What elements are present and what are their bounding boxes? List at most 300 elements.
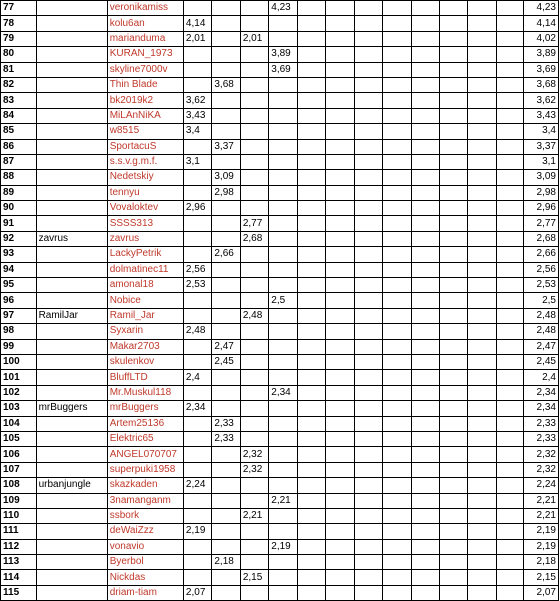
score-cell[interactable] [354, 247, 382, 262]
score-cell[interactable] [183, 216, 211, 231]
score-cell[interactable]: 2,56 [183, 262, 211, 277]
score-cell[interactable] [326, 216, 354, 231]
score-cell[interactable] [212, 31, 240, 46]
score-cell[interactable] [496, 493, 523, 508]
score-cell[interactable] [354, 354, 382, 369]
score-cell[interactable] [383, 570, 411, 585]
score-cell[interactable] [326, 262, 354, 277]
score-cell[interactable] [212, 154, 240, 169]
rank-cell[interactable]: 105 [1, 431, 37, 446]
score-cell[interactable] [468, 262, 496, 277]
nickname-cell[interactable] [36, 462, 107, 477]
score-cell[interactable] [354, 154, 382, 169]
score-cell[interactable] [326, 570, 354, 585]
score-cell[interactable] [269, 108, 297, 123]
score-cell[interactable] [440, 431, 468, 446]
score-cell[interactable] [440, 231, 468, 246]
total-cell[interactable]: 2,34 [524, 385, 559, 400]
rank-cell[interactable]: 103 [1, 401, 37, 416]
player-name-cell[interactable]: Makar2703 [107, 339, 183, 354]
score-cell[interactable] [496, 370, 523, 385]
score-cell[interactable] [240, 77, 268, 92]
score-cell[interactable]: 2,07 [183, 585, 211, 600]
score-cell[interactable] [383, 31, 411, 46]
score-cell[interactable] [468, 231, 496, 246]
score-cell[interactable] [411, 555, 439, 570]
score-cell[interactable] [297, 108, 325, 123]
score-cell[interactable] [326, 278, 354, 293]
score-cell[interactable] [297, 185, 325, 200]
score-cell[interactable]: 3,37 [212, 139, 240, 154]
score-cell[interactable] [496, 16, 523, 31]
score-cell[interactable] [212, 370, 240, 385]
score-cell[interactable] [240, 139, 268, 154]
score-cell[interactable] [240, 385, 268, 400]
score-cell[interactable] [326, 185, 354, 200]
score-cell[interactable] [240, 555, 268, 570]
player-name-cell[interactable]: Vovaloktev [107, 201, 183, 216]
score-cell[interactable] [326, 324, 354, 339]
score-cell[interactable] [383, 139, 411, 154]
total-cell[interactable]: 2,07 [524, 585, 559, 600]
score-cell[interactable]: 2,32 [240, 447, 268, 462]
score-cell[interactable] [468, 370, 496, 385]
score-cell[interactable] [297, 154, 325, 169]
score-cell[interactable] [496, 201, 523, 216]
score-cell[interactable] [383, 185, 411, 200]
score-cell[interactable] [496, 77, 523, 92]
rank-cell[interactable]: 94 [1, 262, 37, 277]
score-cell[interactable] [383, 478, 411, 493]
score-cell[interactable] [383, 154, 411, 169]
score-cell[interactable] [183, 293, 211, 308]
score-cell[interactable] [354, 201, 382, 216]
total-cell[interactable]: 2,68 [524, 231, 559, 246]
score-cell[interactable] [383, 555, 411, 570]
score-cell[interactable] [383, 62, 411, 77]
score-cell[interactable] [411, 47, 439, 62]
score-cell[interactable] [183, 462, 211, 477]
score-cell[interactable] [440, 262, 468, 277]
total-cell[interactable]: 2,53 [524, 278, 559, 293]
player-name-cell[interactable]: KURAN_1973 [107, 47, 183, 62]
score-cell[interactable] [326, 247, 354, 262]
rank-cell[interactable]: 96 [1, 293, 37, 308]
player-name-cell[interactable]: MiLAnNiKA [107, 108, 183, 123]
score-cell[interactable] [496, 431, 523, 446]
score-cell[interactable] [468, 570, 496, 585]
nickname-cell[interactable] [36, 524, 107, 539]
total-cell[interactable]: 2,45 [524, 354, 559, 369]
score-cell[interactable] [496, 555, 523, 570]
score-cell[interactable] [183, 555, 211, 570]
score-cell[interactable] [440, 570, 468, 585]
score-cell[interactable] [212, 508, 240, 523]
nickname-cell[interactable] [36, 293, 107, 308]
player-name-cell[interactable]: mrBuggers [107, 401, 183, 416]
score-cell[interactable] [468, 293, 496, 308]
score-cell[interactable]: 2,96 [183, 201, 211, 216]
score-cell[interactable] [212, 401, 240, 416]
score-cell[interactable] [354, 431, 382, 446]
total-cell[interactable]: 3,62 [524, 93, 559, 108]
score-cell[interactable] [383, 508, 411, 523]
score-cell[interactable] [411, 62, 439, 77]
score-cell[interactable] [297, 247, 325, 262]
score-cell[interactable]: 3,43 [183, 108, 211, 123]
score-cell[interactable] [240, 1, 268, 16]
score-cell[interactable]: 2,21 [269, 493, 297, 508]
score-cell[interactable] [354, 585, 382, 600]
score-cell[interactable] [440, 170, 468, 185]
score-cell[interactable] [411, 493, 439, 508]
score-cell[interactable] [212, 108, 240, 123]
score-cell[interactable] [440, 555, 468, 570]
player-name-cell[interactable]: Ramil_Jar [107, 308, 183, 323]
player-name-cell[interactable]: veronikamiss [107, 1, 183, 16]
score-cell[interactable] [411, 478, 439, 493]
score-cell[interactable] [411, 31, 439, 46]
score-cell[interactable] [496, 247, 523, 262]
score-cell[interactable] [269, 185, 297, 200]
score-cell[interactable] [468, 47, 496, 62]
score-cell[interactable] [326, 77, 354, 92]
score-cell[interactable] [468, 1, 496, 16]
score-cell[interactable] [468, 62, 496, 77]
score-cell[interactable] [440, 585, 468, 600]
score-cell[interactable] [411, 185, 439, 200]
nickname-cell[interactable] [36, 570, 107, 585]
score-cell[interactable] [240, 185, 268, 200]
score-cell[interactable] [411, 247, 439, 262]
score-cell[interactable] [440, 139, 468, 154]
score-cell[interactable] [411, 585, 439, 600]
score-cell[interactable] [269, 431, 297, 446]
score-cell[interactable] [240, 16, 268, 31]
rank-cell[interactable]: 84 [1, 108, 37, 123]
score-cell[interactable] [212, 201, 240, 216]
score-cell[interactable] [354, 231, 382, 246]
score-cell[interactable] [440, 370, 468, 385]
score-cell[interactable]: 2,53 [183, 278, 211, 293]
score-cell[interactable] [269, 462, 297, 477]
score-cell[interactable] [468, 431, 496, 446]
score-cell[interactable] [354, 124, 382, 139]
score-cell[interactable]: 2,45 [212, 354, 240, 369]
score-cell[interactable] [496, 93, 523, 108]
rank-cell[interactable]: 93 [1, 247, 37, 262]
score-cell[interactable] [240, 539, 268, 554]
score-cell[interactable] [212, 62, 240, 77]
total-cell[interactable]: 2,98 [524, 185, 559, 200]
nickname-cell[interactable]: urbanjungle [36, 478, 107, 493]
score-cell[interactable] [297, 354, 325, 369]
score-cell[interactable] [183, 354, 211, 369]
total-cell[interactable]: 2,32 [524, 462, 559, 477]
score-cell[interactable]: 3,89 [269, 47, 297, 62]
score-cell[interactable] [383, 308, 411, 323]
score-cell[interactable] [297, 508, 325, 523]
total-cell[interactable]: 2,19 [524, 524, 559, 539]
score-cell[interactable] [269, 508, 297, 523]
score-cell[interactable] [354, 447, 382, 462]
score-cell[interactable] [212, 16, 240, 31]
rank-cell[interactable]: 101 [1, 370, 37, 385]
score-cell[interactable] [297, 324, 325, 339]
score-cell[interactable] [240, 124, 268, 139]
score-cell[interactable] [496, 170, 523, 185]
nickname-cell[interactable] [36, 324, 107, 339]
score-cell[interactable] [326, 1, 354, 16]
total-cell[interactable]: 2,18 [524, 555, 559, 570]
player-name-cell[interactable]: Nedetskiy [107, 170, 183, 185]
nickname-cell[interactable] [36, 216, 107, 231]
rank-cell[interactable]: 111 [1, 524, 37, 539]
score-cell[interactable] [411, 462, 439, 477]
score-cell[interactable] [411, 278, 439, 293]
score-cell[interactable] [468, 185, 496, 200]
score-cell[interactable] [496, 385, 523, 400]
score-cell[interactable] [496, 231, 523, 246]
score-cell[interactable] [354, 524, 382, 539]
score-cell[interactable] [496, 447, 523, 462]
score-cell[interactable] [468, 354, 496, 369]
nickname-cell[interactable] [36, 201, 107, 216]
score-cell[interactable] [297, 385, 325, 400]
score-cell[interactable] [383, 370, 411, 385]
score-cell[interactable] [212, 47, 240, 62]
score-cell[interactable] [297, 570, 325, 585]
score-cell[interactable]: 2,15 [240, 570, 268, 585]
score-cell[interactable] [354, 139, 382, 154]
score-cell[interactable] [468, 555, 496, 570]
score-cell[interactable] [297, 462, 325, 477]
score-cell[interactable] [468, 416, 496, 431]
score-cell[interactable] [411, 170, 439, 185]
score-cell[interactable] [496, 154, 523, 169]
score-cell[interactable] [240, 431, 268, 446]
score-cell[interactable] [468, 585, 496, 600]
score-cell[interactable] [212, 324, 240, 339]
score-cell[interactable] [383, 47, 411, 62]
score-cell[interactable] [354, 262, 382, 277]
score-cell[interactable] [269, 354, 297, 369]
score-cell[interactable] [383, 16, 411, 31]
score-cell[interactable] [440, 478, 468, 493]
score-cell[interactable] [440, 93, 468, 108]
score-cell[interactable] [269, 201, 297, 216]
score-cell[interactable] [240, 401, 268, 416]
score-cell[interactable] [496, 108, 523, 123]
score-cell[interactable]: 2,01 [183, 31, 211, 46]
score-cell[interactable] [496, 401, 523, 416]
score-cell[interactable]: 2,5 [269, 293, 297, 308]
score-cell[interactable] [468, 339, 496, 354]
score-cell[interactable] [269, 401, 297, 416]
score-cell[interactable] [183, 339, 211, 354]
total-cell[interactable]: 3,37 [524, 139, 559, 154]
score-cell[interactable] [383, 416, 411, 431]
nickname-cell[interactable] [36, 108, 107, 123]
score-cell[interactable] [269, 93, 297, 108]
score-cell[interactable] [468, 216, 496, 231]
score-cell[interactable] [240, 93, 268, 108]
score-cell[interactable] [183, 570, 211, 585]
player-name-cell[interactable]: ssbork [107, 508, 183, 523]
score-cell[interactable] [440, 324, 468, 339]
score-cell[interactable] [411, 216, 439, 231]
score-cell[interactable] [468, 401, 496, 416]
rank-cell[interactable]: 97 [1, 308, 37, 323]
score-cell[interactable] [496, 478, 523, 493]
score-cell[interactable] [183, 170, 211, 185]
score-cell[interactable] [183, 385, 211, 400]
score-cell[interactable] [212, 570, 240, 585]
rank-cell[interactable]: 86 [1, 139, 37, 154]
score-cell[interactable]: 3,69 [269, 62, 297, 77]
rank-cell[interactable]: 114 [1, 570, 37, 585]
player-name-cell[interactable]: 3namanganm [107, 493, 183, 508]
score-cell[interactable] [468, 93, 496, 108]
player-name-cell[interactable]: SSSS313 [107, 216, 183, 231]
score-cell[interactable]: 2,66 [212, 247, 240, 262]
score-cell[interactable] [383, 293, 411, 308]
score-cell[interactable] [440, 308, 468, 323]
score-cell[interactable] [468, 77, 496, 92]
score-cell[interactable] [440, 124, 468, 139]
score-cell[interactable] [468, 324, 496, 339]
score-cell[interactable] [212, 1, 240, 16]
score-cell[interactable] [496, 585, 523, 600]
score-cell[interactable]: 2,24 [183, 478, 211, 493]
score-cell[interactable] [354, 293, 382, 308]
score-cell[interactable] [496, 62, 523, 77]
score-cell[interactable] [240, 62, 268, 77]
nickname-cell[interactable] [36, 124, 107, 139]
score-cell[interactable] [269, 139, 297, 154]
total-cell[interactable]: 2,34 [524, 401, 559, 416]
score-cell[interactable] [440, 201, 468, 216]
rank-cell[interactable]: 100 [1, 354, 37, 369]
score-cell[interactable] [411, 370, 439, 385]
rank-cell[interactable]: 90 [1, 201, 37, 216]
score-cell[interactable] [297, 447, 325, 462]
score-cell[interactable] [411, 139, 439, 154]
score-cell[interactable]: 2,77 [240, 216, 268, 231]
score-cell[interactable] [240, 201, 268, 216]
score-cell[interactable] [326, 385, 354, 400]
score-cell[interactable] [326, 524, 354, 539]
score-cell[interactable] [326, 293, 354, 308]
score-cell[interactable] [411, 339, 439, 354]
score-cell[interactable] [269, 339, 297, 354]
score-cell[interactable] [326, 493, 354, 508]
player-name-cell[interactable]: kolu6an [107, 16, 183, 31]
score-cell[interactable] [240, 339, 268, 354]
score-cell[interactable]: 2,4 [183, 370, 211, 385]
score-cell[interactable] [411, 508, 439, 523]
score-cell[interactable] [212, 539, 240, 554]
score-cell[interactable] [212, 462, 240, 477]
score-cell[interactable]: 2,33 [212, 416, 240, 431]
score-cell[interactable] [496, 539, 523, 554]
score-cell[interactable] [240, 170, 268, 185]
rank-cell[interactable]: 106 [1, 447, 37, 462]
score-cell[interactable] [212, 278, 240, 293]
score-cell[interactable] [269, 216, 297, 231]
score-cell[interactable] [183, 247, 211, 262]
score-cell[interactable] [326, 416, 354, 431]
score-cell[interactable] [468, 278, 496, 293]
score-cell[interactable] [326, 447, 354, 462]
score-cell[interactable] [411, 524, 439, 539]
score-cell[interactable] [411, 354, 439, 369]
score-cell[interactable] [354, 385, 382, 400]
player-name-cell[interactable]: bk2019k2 [107, 93, 183, 108]
score-cell[interactable] [496, 416, 523, 431]
score-cell[interactable] [411, 77, 439, 92]
player-name-cell[interactable]: tennyu [107, 185, 183, 200]
score-cell[interactable] [354, 93, 382, 108]
nickname-cell[interactable] [36, 247, 107, 262]
total-cell[interactable]: 2,21 [524, 493, 559, 508]
total-cell[interactable]: 2,77 [524, 216, 559, 231]
score-cell[interactable] [297, 370, 325, 385]
score-cell[interactable] [240, 493, 268, 508]
score-cell[interactable] [297, 77, 325, 92]
score-cell[interactable] [240, 47, 268, 62]
score-cell[interactable] [354, 570, 382, 585]
score-cell[interactable] [354, 324, 382, 339]
score-cell[interactable] [383, 539, 411, 554]
score-cell[interactable] [468, 308, 496, 323]
rank-cell[interactable]: 108 [1, 478, 37, 493]
rank-cell[interactable]: 80 [1, 47, 37, 62]
score-cell[interactable] [468, 201, 496, 216]
rank-cell[interactable]: 85 [1, 124, 37, 139]
rank-cell[interactable]: 109 [1, 493, 37, 508]
score-cell[interactable] [212, 293, 240, 308]
score-cell[interactable] [326, 154, 354, 169]
total-cell[interactable]: 4,14 [524, 16, 559, 31]
score-cell[interactable] [496, 308, 523, 323]
player-name-cell[interactable]: Syxarin [107, 324, 183, 339]
score-cell[interactable] [440, 108, 468, 123]
score-cell[interactable] [183, 139, 211, 154]
score-cell[interactable] [383, 108, 411, 123]
score-cell[interactable]: 2,33 [212, 431, 240, 446]
player-name-cell[interactable]: Nickdas [107, 570, 183, 585]
nickname-cell[interactable] [36, 539, 107, 554]
score-cell[interactable] [411, 1, 439, 16]
score-cell[interactable]: 3,1 [183, 154, 211, 169]
score-cell[interactable] [326, 16, 354, 31]
score-cell[interactable] [496, 1, 523, 16]
player-name-cell[interactable]: driam-tiam [107, 585, 183, 600]
score-cell[interactable] [297, 416, 325, 431]
score-cell[interactable] [297, 478, 325, 493]
score-cell[interactable] [440, 185, 468, 200]
player-name-cell[interactable]: marianduma [107, 31, 183, 46]
score-cell[interactable] [468, 524, 496, 539]
score-cell[interactable] [354, 478, 382, 493]
nickname-cell[interactable] [36, 555, 107, 570]
score-cell[interactable] [440, 293, 468, 308]
score-cell[interactable] [212, 478, 240, 493]
score-cell[interactable] [354, 370, 382, 385]
total-cell[interactable]: 2,48 [524, 324, 559, 339]
score-cell[interactable] [354, 216, 382, 231]
